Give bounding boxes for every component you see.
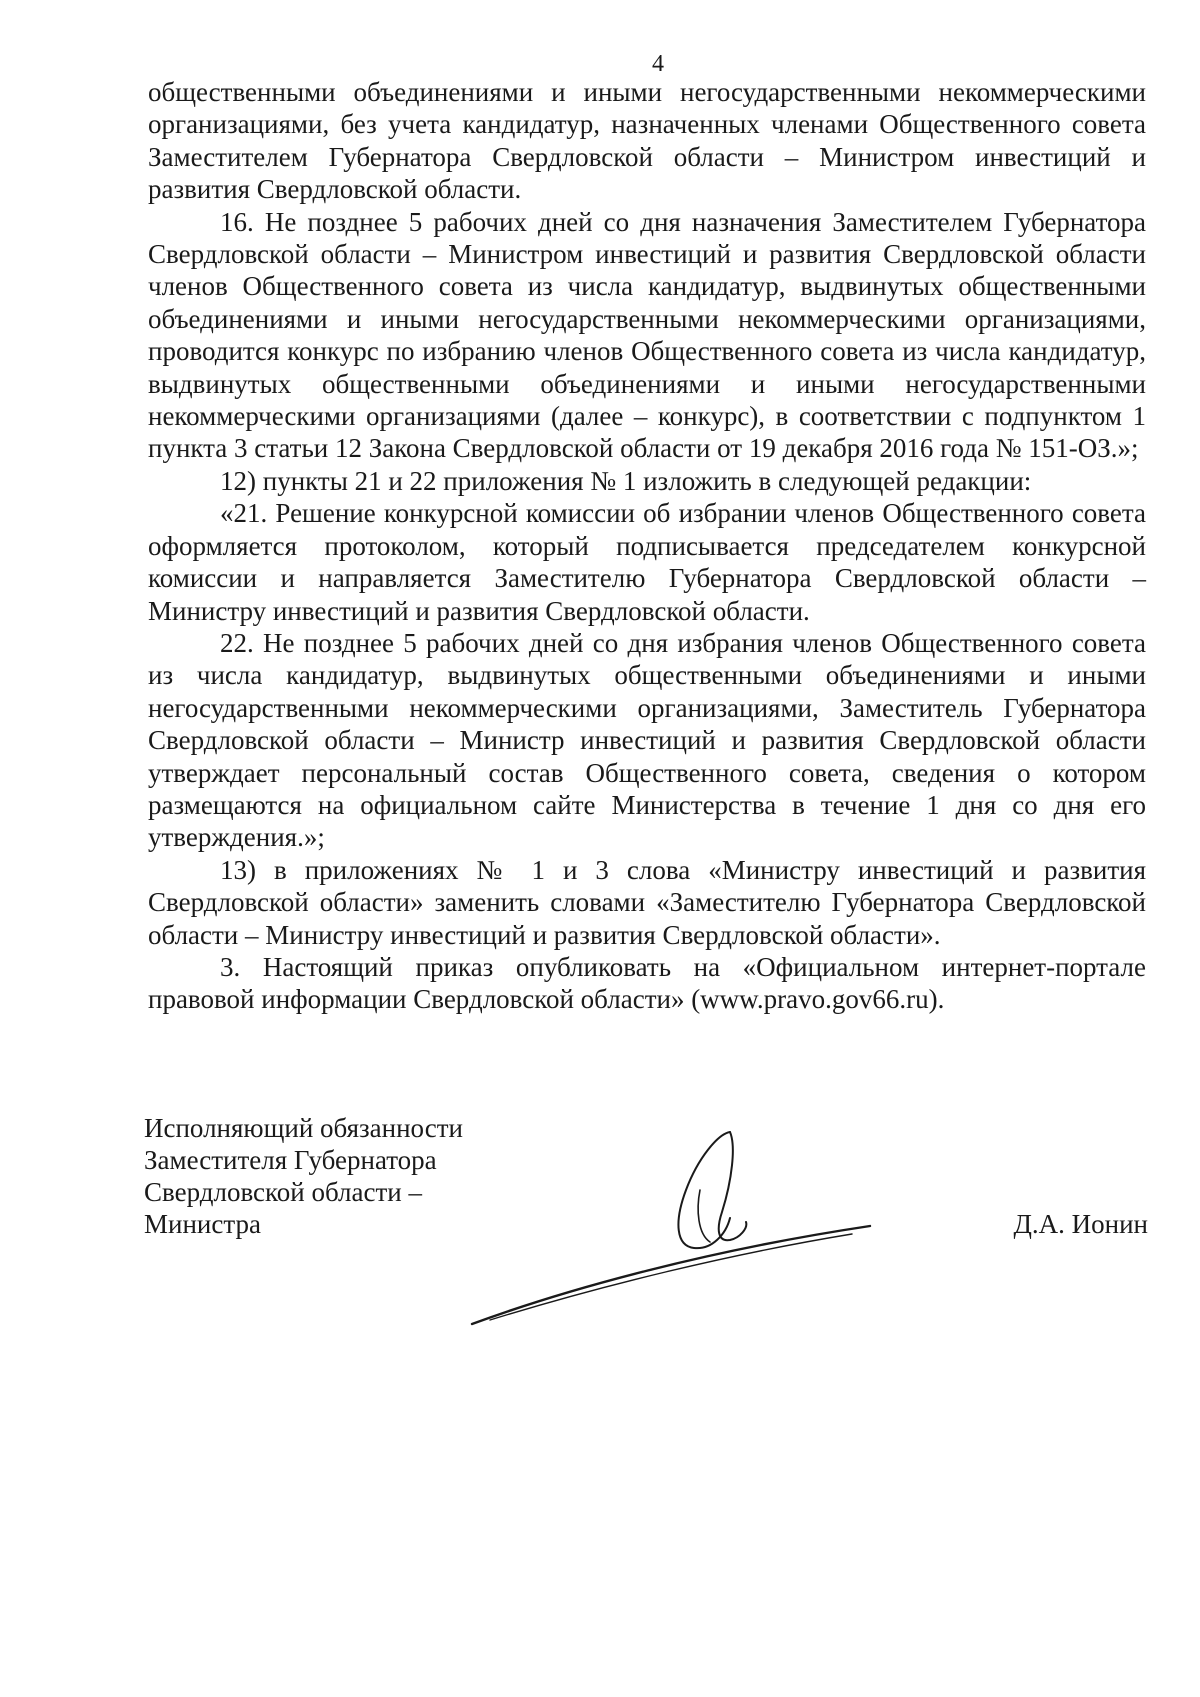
signer-name: Д.А. Ионин [1013, 1209, 1148, 1239]
signer-position-line: Свердловской области – [144, 1177, 422, 1207]
signer-position [144, 1112, 463, 1240]
handwritten-signature [460, 1130, 880, 1330]
paragraph: общественными объединениями и иными негосударственными некоммерческими организациями, без учета кандидатур, назначенных членами Общественного совета Заместителем Губернатора Свердловской области – Министром инвестиций и развития Свердловской области. [148, 77, 1146, 205]
paragraph: 12) пункты 21 и 22 приложения № 1 изложить в следующей редакции: [220, 465, 1032, 496]
paragraph: 16. Не позднее 5 рабочих дней со дня назначения Заместителем Губернатора Свердловской области – Министром инвестиций и развития Свердловской области членов Общественного совета из числа кандидатур, выдвинутых общественными объединениями и иными негосударственными некоммерческими организациями, проводится конкурс по избранию членов Общественного совета из числа кандидатур, выдвинутых общественными объединениями и иными негосударственными некоммерческими организациями (далее – конкурс), в соответствии с подпунктом 1 пункта 3 статьи 12 Закона Свердловской области от 19 декабря 2016 года № 151-ОЗ.»; [148, 206, 1146, 464]
signer-position-line: Министра [144, 1209, 261, 1239]
page-number: 4 [652, 51, 664, 77]
paragraph: 3. Настоящий приказ опубликовать на «Официальном интернет-портале правовой информации Свердловской области» (www.pravo.gov66.ru). [148, 951, 1146, 1015]
paragraph: 13) в приложениях № 1 и 3 слова «Министру инвестиций и развития Свердловской области» заменить словами «Заместителю Губернатора Свердловской области – Министру инвестиций и развития Свердловской области». [148, 854, 1146, 950]
paragraph: «21. Решение конкурсной комиссии об избрании членов Общественного совета оформляется протоколом, который подписывается председателем конкурсной комиссии и направляется Заместителю Губернатора Свердловской области – Министру инвестиций и развития Свердловской области. [148, 498, 1146, 626]
signer-position-line: Исполняющий обязанности [144, 1113, 463, 1143]
signer-position-line: Заместителя Губернатора [144, 1145, 437, 1175]
paragraph: 22. Не позднее 5 рабочих дней со дня избрания членов Общественного совета из числа кандидатур, выдвинутых общественными объединениями и иными негосударственными некоммерческими организациями, Заместитель Губернатора Свердловской области – Министр инвестиций и развития Свердловской области утверждает персональный состав Общественного совета, сведения о котором размещаются на официальном сайте Министерства в течение 1 дня со дня его утверждения.»; [148, 627, 1146, 853]
document-body [148, 76, 1146, 1016]
